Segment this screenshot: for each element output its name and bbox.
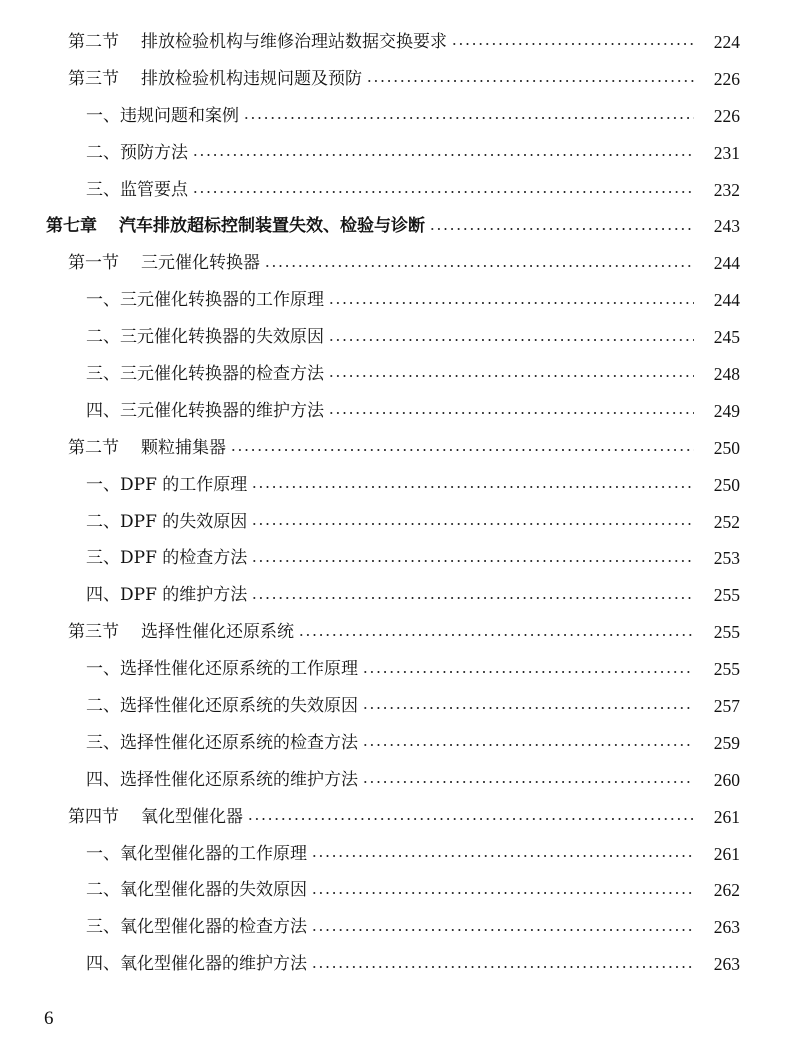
toc-item-row (0, 688, 790, 725)
dot-leader (251, 523, 694, 525)
toc-entry-title (86, 504, 251, 541)
toc-entry-text: 选择性催化还原系统 (141, 622, 294, 643)
toc-entry-title (86, 909, 311, 946)
dot-leader (251, 486, 694, 488)
page-number: 6 (44, 1008, 54, 1029)
toc-entry-label: 第二节 (68, 32, 119, 52)
toc-entry-page: 263 (713, 917, 740, 938)
dot-leader (328, 375, 694, 377)
dot-leader (362, 671, 694, 673)
toc-entry-title (68, 430, 230, 467)
toc-entry-page: 231 (713, 142, 740, 163)
toc-entry-page: 226 (713, 105, 740, 126)
toc-section-row (0, 24, 790, 61)
toc-entry-title (86, 393, 328, 430)
dot-leader (243, 117, 694, 119)
dot-leader (251, 597, 694, 599)
toc-entry-text: 二、氧化型催化器的失效原因 (86, 880, 307, 901)
toc-entry-text: 四、DPF 的维护方法 (86, 585, 248, 606)
toc-entry-title (68, 245, 264, 282)
toc-entry-title (86, 946, 311, 983)
toc-item-row (0, 356, 790, 393)
toc-entry-text: 三元催化转换器 (141, 253, 260, 274)
toc-entry-page: 244 (713, 290, 740, 311)
dot-leader (298, 634, 694, 636)
dot-leader (251, 560, 694, 562)
toc-entry-text: 颗粒捕集器 (141, 437, 226, 458)
dot-leader (362, 744, 694, 746)
toc-entry-page: 253 (713, 548, 740, 569)
toc-entry-title (86, 467, 251, 504)
toc-entry-page: 226 (713, 68, 740, 89)
toc-item-row (0, 540, 790, 577)
toc-entry-page: 260 (713, 769, 740, 790)
toc-entry-text: 一、三元催化转换器的工作原理 (86, 290, 324, 311)
toc-entry-label: 第三节 (68, 622, 119, 643)
toc-item-row (0, 504, 790, 541)
toc-item-row (0, 836, 790, 873)
dot-leader (366, 80, 694, 82)
toc-item-row (0, 319, 790, 356)
toc-entry-title (86, 651, 362, 688)
toc-entry-text: 二、DPF 的失效原因 (86, 511, 248, 532)
toc-item-row (0, 762, 790, 799)
toc-entry-page: 250 (713, 437, 740, 458)
toc-entry-title (86, 540, 251, 577)
toc-entry-text: 三、氧化型催化器的检查方法 (86, 917, 307, 938)
toc-item-row (0, 98, 790, 135)
toc-entry-page: 232 (713, 179, 740, 200)
toc-entry-label: 第二节 (68, 437, 119, 458)
toc-section-row (0, 245, 790, 282)
toc-entry-title (68, 799, 247, 836)
toc-entry-title (86, 762, 362, 799)
toc-entry-title (86, 872, 311, 909)
toc-entry-page: 261 (713, 806, 740, 827)
toc-section-row (0, 61, 790, 98)
toc-entry-title (86, 577, 251, 614)
toc-entry-page: 249 (713, 400, 740, 421)
toc-entry-page: 243 (713, 216, 740, 237)
toc-entry-page: 263 (713, 954, 740, 975)
dot-leader (247, 818, 694, 820)
toc-item-row (0, 946, 790, 983)
toc-entry-text: 一、DPF 的工作原理 (86, 474, 248, 495)
toc-item-row (0, 393, 790, 430)
toc-entry-title (68, 24, 451, 61)
toc-entry-title (86, 725, 362, 762)
toc-entry-page: 255 (713, 585, 740, 606)
toc-entry-text: 二、三元催化转换器的失效原因 (86, 327, 324, 348)
dot-leader (429, 228, 694, 230)
toc-entry-page: 245 (713, 327, 740, 348)
dot-leader (451, 43, 694, 45)
toc-section-row (0, 799, 790, 836)
toc-entry-title (86, 836, 311, 873)
toc-entry-text: 四、氧化型催化器的维护方法 (86, 954, 307, 975)
toc-entry-title (86, 282, 328, 319)
dot-leader (328, 339, 694, 341)
toc-entry-label: 第四节 (68, 806, 119, 827)
toc-entry-text: 二、选择性催化还原系统的失效原因 (86, 696, 358, 717)
toc-entry-label: 第七章 (46, 216, 97, 237)
toc-entry-label: 第三节 (68, 68, 119, 89)
dot-leader (311, 855, 694, 857)
toc-item-row (0, 872, 790, 909)
toc-entry-title (86, 319, 328, 356)
toc-entry-label: 第一节 (68, 253, 119, 274)
toc-entry-text: 二、预防方法 (86, 142, 188, 163)
toc-entry-page: 244 (713, 253, 740, 274)
toc-entry-page: 259 (713, 732, 740, 753)
toc-entry-text: 三、DPF 的检查方法 (86, 548, 248, 569)
dot-leader (311, 892, 694, 894)
toc-entry-title (46, 208, 429, 245)
table-of-contents (0, 24, 790, 983)
toc-item-row (0, 909, 790, 946)
toc-entry-title (68, 61, 366, 98)
dot-leader (362, 707, 694, 709)
toc-section-row (0, 614, 790, 651)
dot-leader (311, 929, 694, 931)
toc-entry-text: 排放检验机构与维修治理站数据交换要求 (141, 32, 447, 52)
toc-entry-text: 四、三元催化转换器的维护方法 (86, 400, 324, 421)
dot-leader (264, 265, 694, 267)
toc-entry-text: 排放检验机构违规问题及预防 (141, 68, 362, 89)
toc-entry-page: 250 (713, 474, 740, 495)
toc-entry-text: 三、监管要点 (86, 179, 188, 200)
toc-item-row (0, 172, 790, 209)
toc-entry-text: 氧化型催化器 (141, 806, 243, 827)
dot-leader (362, 781, 694, 783)
toc-section-row (0, 430, 790, 467)
toc-entry-page: 255 (713, 622, 740, 643)
toc-entry-title (86, 135, 192, 172)
toc-entry-page: 224 (713, 32, 740, 52)
toc-entry-text: 四、选择性催化还原系统的维护方法 (86, 769, 358, 790)
toc-entry-text: 汽车排放超标控制装置失效、检验与诊断 (119, 216, 425, 237)
dot-leader (328, 302, 694, 304)
toc-entry-page: 262 (713, 880, 740, 901)
dot-leader (311, 966, 694, 968)
toc-item-row (0, 651, 790, 688)
dot-leader (192, 154, 694, 156)
dot-leader (192, 191, 694, 193)
dot-leader (328, 412, 694, 414)
toc-entry-title (86, 98, 243, 135)
toc-entry-text: 三、三元催化转换器的检查方法 (86, 364, 324, 385)
toc-entry-text: 一、选择性催化还原系统的工作原理 (86, 659, 358, 680)
toc-entry-title (68, 614, 298, 651)
toc-item-row (0, 725, 790, 762)
toc-entry-text: 三、选择性催化还原系统的检查方法 (86, 732, 358, 753)
toc-item-row (0, 135, 790, 172)
toc-entry-page: 257 (713, 696, 740, 717)
toc-entry-title (86, 356, 328, 393)
toc-entry-page: 252 (713, 511, 740, 532)
toc-entry-title (86, 172, 192, 209)
toc-item-row (0, 577, 790, 614)
toc-item-row (0, 282, 790, 319)
toc-entry-text: 一、氧化型催化器的工作原理 (86, 843, 307, 864)
toc-entry-page: 261 (713, 843, 740, 864)
toc-entry-page: 248 (713, 364, 740, 385)
toc-entry-title (86, 688, 362, 725)
toc-entry-page: 255 (713, 659, 740, 680)
dot-leader (230, 449, 694, 451)
toc-chapter-row (0, 208, 790, 245)
toc-item-row (0, 467, 790, 504)
toc-entry-text: 一、违规问题和案例 (86, 105, 239, 126)
